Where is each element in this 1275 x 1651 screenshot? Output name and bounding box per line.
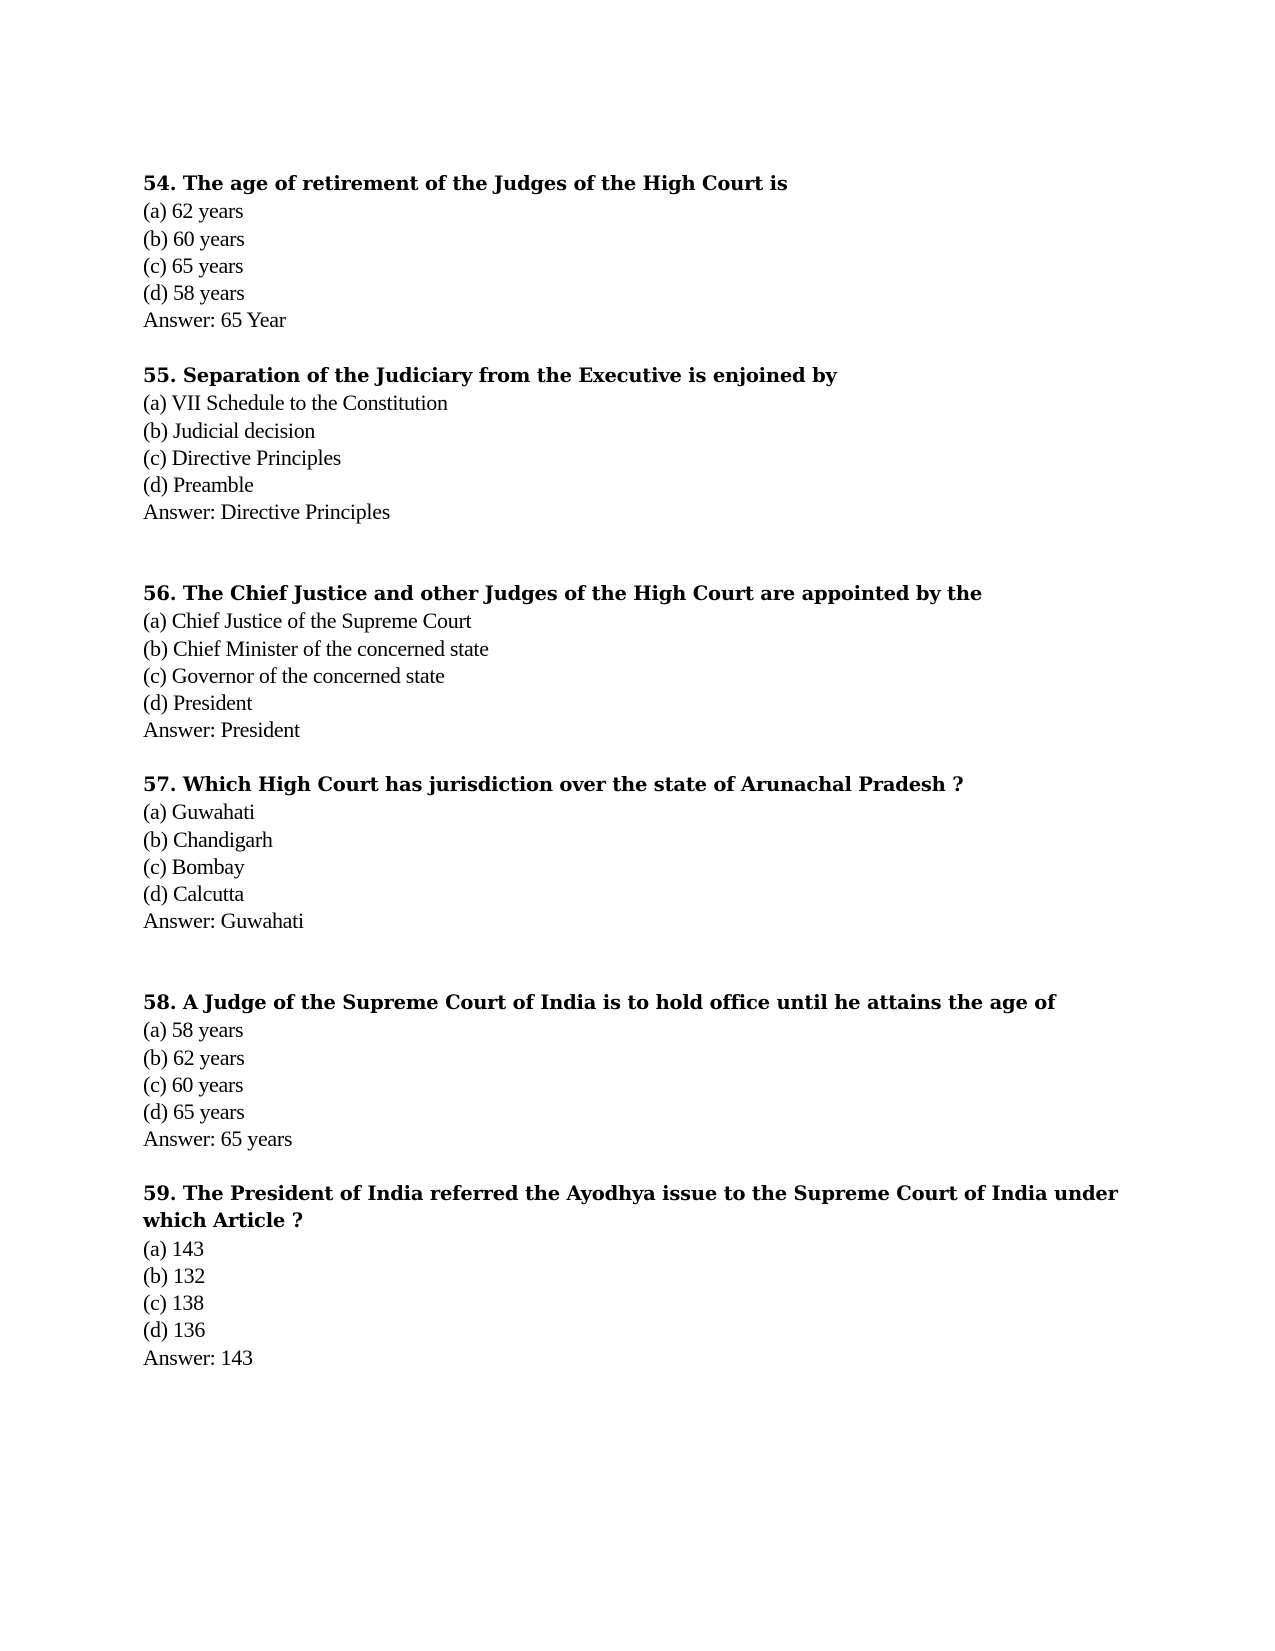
option: (d) 58 years (143, 280, 245, 306)
question-block (143, 362, 1143, 526)
option: (b) 62 years (143, 1044, 245, 1070)
option: (d) 65 years (143, 1099, 245, 1125)
question-text: 57. Which High Court has jurisdiction over the state of Arunachal Pradesh ? (143, 773, 964, 796)
option: (b) Chief Minister of the concerned state (143, 635, 489, 661)
answer: Answer: 65 Year (143, 307, 286, 333)
option: (d) Preamble (143, 472, 254, 498)
answer: Answer: President (143, 717, 300, 743)
option: (c) 60 years (143, 1071, 244, 1097)
option: (c) Directive Principles (143, 444, 342, 470)
option: (d) Calcutta (143, 881, 244, 907)
question-block (143, 1180, 1143, 1371)
option: (c) 138 (143, 1290, 204, 1316)
option: (c) Governor of the concerned state (143, 662, 445, 688)
answer: Answer: Guwahati (143, 908, 304, 934)
option: (b) 132 (143, 1262, 206, 1288)
question-text: 54. The age of retirement of the Judges of the High Court is (143, 172, 788, 195)
question-block (143, 580, 1143, 744)
answer: Answer: Directive Principles (143, 499, 390, 525)
question-block (143, 771, 1143, 935)
answer: Answer: 65 years (143, 1126, 293, 1152)
question-text: 56. The Chief Justice and other Judges of the High Court are appointed by the (143, 582, 983, 605)
question-text: 55. Separation of the Judiciary from the Executive is enjoined by (143, 364, 837, 387)
option: (b) Judicial decision (143, 417, 316, 443)
option: (a) Guwahati (143, 799, 255, 825)
option: (a) 62 years (143, 198, 244, 224)
option: (b) 60 years (143, 225, 245, 251)
option: (a) 143 (143, 1235, 204, 1261)
answer: Answer: 143 (143, 1344, 253, 1370)
option: (c) 65 years (143, 252, 244, 278)
question-block (143, 170, 1143, 334)
option: (a) 58 years (143, 1017, 244, 1043)
question-text: 58. A Judge of the Supreme Court of India is to hold office until he attains the age of (143, 991, 1056, 1014)
option: (d) 136 (143, 1317, 206, 1343)
option: (d) President (143, 690, 253, 716)
option: (a) VII Schedule to the Constitution (143, 390, 448, 416)
question-block (143, 989, 1143, 1153)
option: (b) Chandigarh (143, 826, 273, 852)
option: (a) Chief Justice of the Supreme Court (143, 608, 472, 634)
option: (c) Bombay (143, 853, 245, 879)
question-text: 59. The President of India referred the Ayodhya issue to the Supreme Court of India under which Article ? (143, 1182, 1118, 1233)
